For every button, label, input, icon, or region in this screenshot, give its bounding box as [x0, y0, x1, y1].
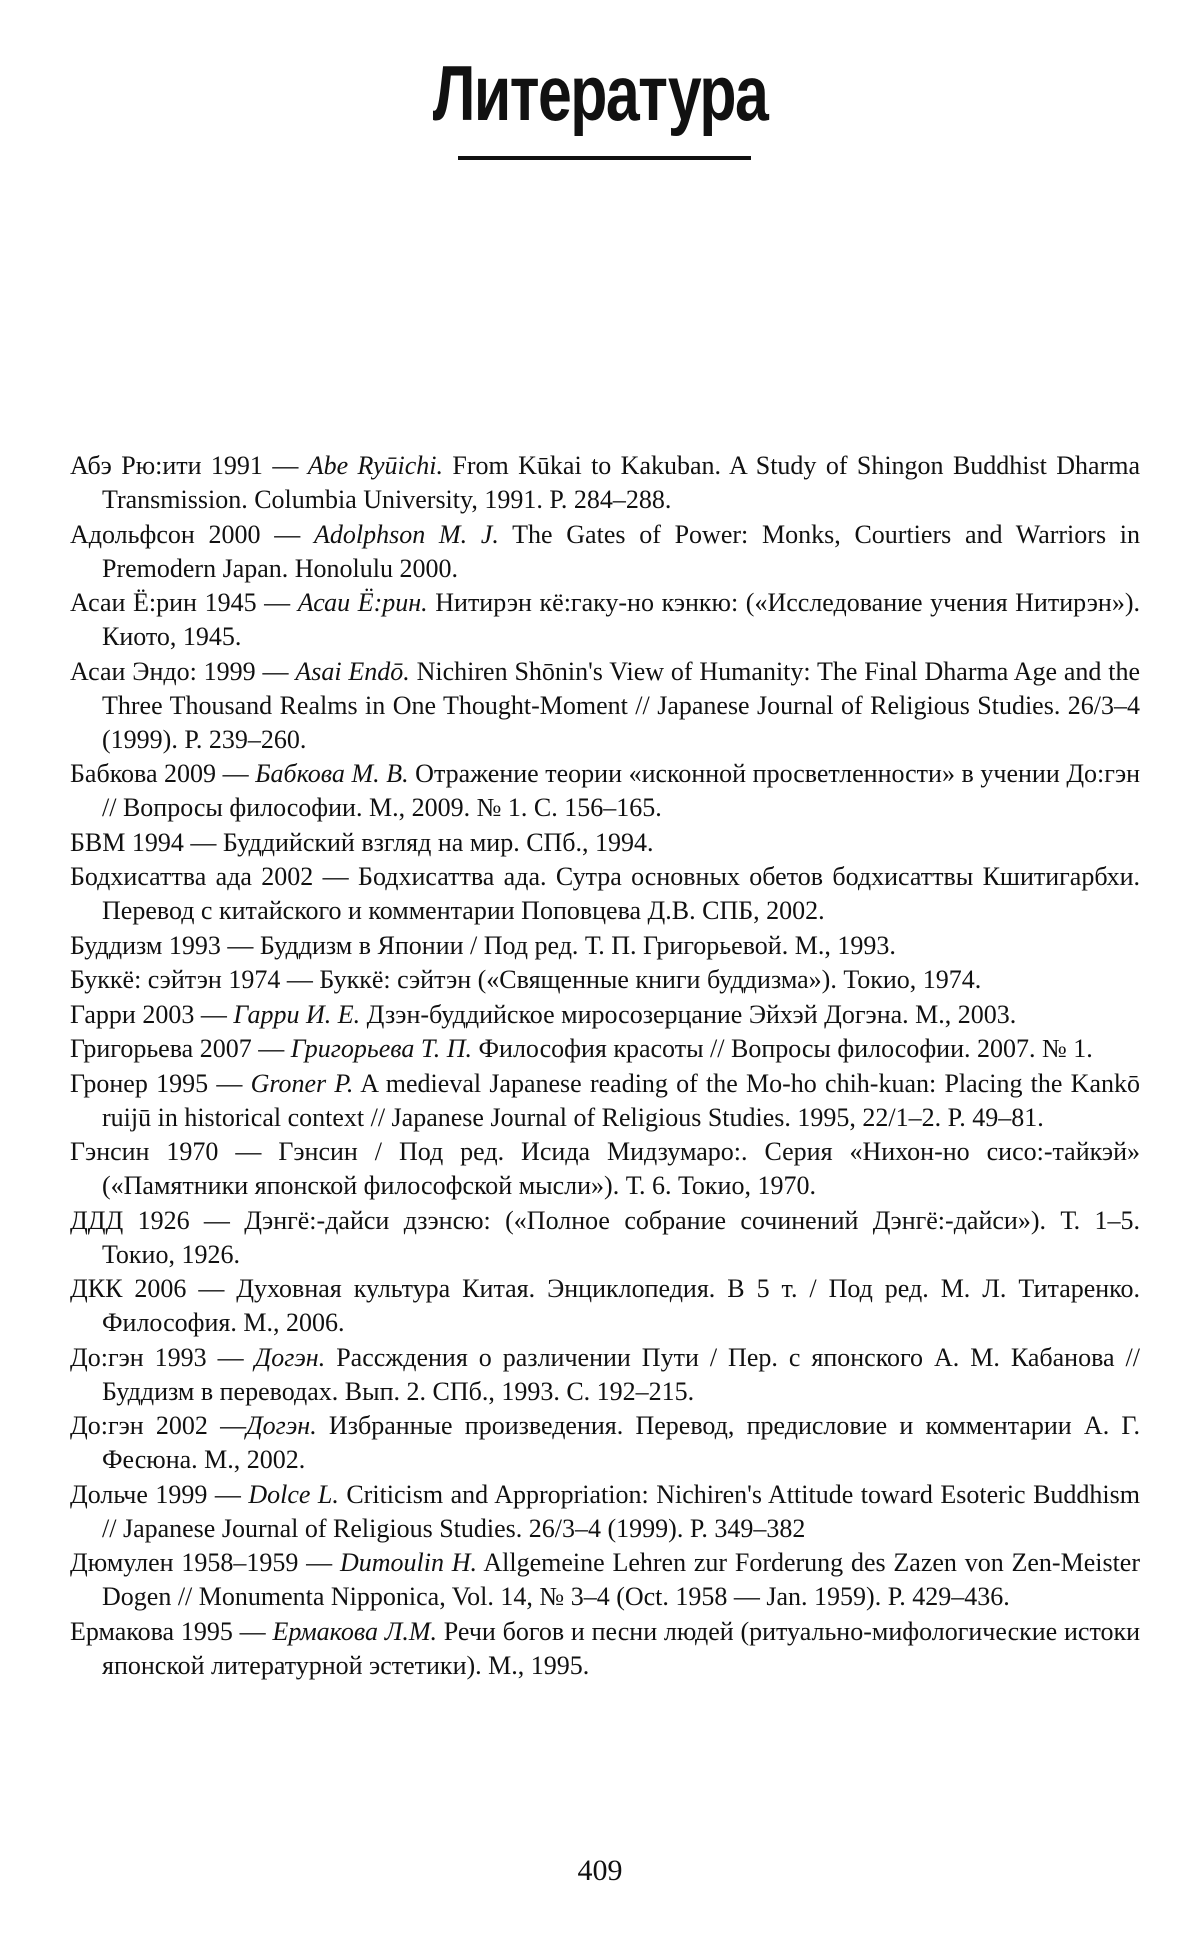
reference-author: Ермакова Л.М.	[272, 1616, 438, 1646]
reference-entry	[70, 1478, 1140, 1546]
reference-text: Речи богов и песни людей (ритуально-мифологические истоки японской литературной эстетики). М., 1995.	[102, 1616, 1141, 1680]
reference-key: Гэнсин 1970 — Гэнсин / Под ред. Исида Мидзумаро:. Серия «Нихон-но сисо:-тайкэй» («Памятники японской философской мысли»). Т. 6. Токио, 1970.	[70, 1137, 1140, 1200]
reference-entry	[70, 826, 1140, 860]
reference-author: Dolce L.	[248, 1479, 339, 1509]
reference-entry	[70, 1615, 1140, 1683]
reference-author: Dumoulin H.	[339, 1548, 478, 1577]
reference-author: Adolphson M. J.	[313, 519, 499, 549]
reference-key: Адольфсон 2000 —	[70, 519, 314, 549]
reference-entry	[70, 1204, 1140, 1272]
reference-entry	[70, 860, 1140, 928]
reference-entry	[70, 1546, 1140, 1614]
reference-author: Догэн.	[246, 1411, 317, 1440]
reference-entry	[70, 963, 1140, 997]
reference-key: Гронер 1995 —	[70, 1068, 251, 1098]
reference-key: ДДД 1926 — Дэнгё:-дайси дзэнсю: («Полное собрание сочинений Дэнгё:-дайси»). Т. 1–5. Токио, 1926.	[70, 1205, 1140, 1269]
reference-text: Nichiren Shōnin's View of Humanity: The Final Dharma Age and the Three Thousand Realms in One Thought-Moment // Japanese Journal of Religious Studies. 26/3–4 (1999). P. 239–260.	[102, 656, 1140, 754]
reference-author: Догэн.	[254, 1342, 326, 1372]
reference-entry	[70, 655, 1140, 757]
reference-key: Григорьева 2007 —	[70, 1034, 291, 1063]
reference-author: Асаи Ё:рин.	[297, 588, 428, 617]
reference-entry	[70, 998, 1140, 1032]
reference-entry	[70, 1272, 1140, 1340]
reference-key: Абэ Рю:ити 1991 —	[70, 451, 308, 480]
reference-author: Groner P.	[250, 1068, 354, 1098]
reference-key: БВМ 1994 — Буддийский взгляд на мир. СПб., 1994.	[70, 827, 654, 857]
reference-key: Дюмулен 1958–1959 —	[70, 1548, 340, 1577]
reference-text: Allgemeine Lehren zur Forderung des Zazen von Zen-Meister Dogen // Monumenta Nipponica, Vol. 14, № 3–4 (Oct. 1958 — Jan. 1959). P. 429–436.	[102, 1548, 1141, 1611]
reference-key: Гарри 2003 —	[70, 999, 234, 1029]
reference-author: Бабкова М. В.	[255, 759, 409, 788]
reference-list	[70, 449, 1140, 1683]
page-title: Литература	[432, 49, 768, 137]
page-number: 409	[577, 1854, 623, 1887]
reference-entry	[70, 449, 1140, 517]
reference-entry	[70, 929, 1140, 963]
reference-key: До:гэн 2002 —	[70, 1411, 247, 1440]
reference-key: Буддизм 1993 — Буддизм в Японии / Под ред. Т. П. Григорьевой. М., 1993.	[70, 930, 896, 960]
reference-text: Нитирэн кё:гаку-но кэнкю: («Исследование учения Нитирэн»). Киото, 1945.	[102, 588, 1140, 651]
reference-key: Асаи Эндо: 1999 —	[70, 656, 296, 686]
reference-entry	[70, 1032, 1140, 1066]
reference-key: Дольче 1999 —	[70, 1479, 249, 1509]
reference-key: Буккё: сэйтэн 1974 — Буккё: сэйтэн («Священные книги буддизма»). Токио, 1974.	[70, 965, 982, 994]
reference-entry	[70, 1067, 1140, 1135]
reference-text: A medieval Japanese reading of the Mo-ho chih-kuan: Placing the Kankō ruijū in historical context // Japanese Journal of Religious Studies. 1995, 22/1–2. P. 49–81.	[102, 1068, 1140, 1132]
reference-key: Бабкова 2009 —	[70, 759, 256, 788]
reference-author: Гарри И. Е.	[233, 999, 361, 1029]
reference-text: Рассждения о различении Пути / Пер. с японского А. М. Кабанова // Буддизм в переводах. Вып. 2. СПб., 1993. С. 192–215.	[102, 1342, 1141, 1406]
reference-key: До:гэн 1993 —	[70, 1342, 255, 1372]
reference-text: Философия красоты // Вопросы философии. 2007. № 1.	[472, 1034, 1093, 1063]
reference-key: ДКК 2006 — Духовная культура Китая. Энциклопедия. В 5 т. / Под ред. М. Л. Титаренко. Философия. М., 2006.	[70, 1274, 1140, 1337]
reference-text: From Kūkai to Kakuban. A Study of Shingon Buddhist Dharma Transmission. Columbia University, 1991. P. 284–288.	[102, 451, 1140, 514]
reference-entry	[70, 757, 1140, 825]
reference-author: Abe Ryūichi.	[307, 451, 443, 480]
reference-entry	[70, 1135, 1140, 1203]
reference-entry	[70, 1341, 1140, 1409]
reference-text: The Gates of Power: Monks, Courtiers and Warriors in Premodern Japan. Honolulu 2000.	[102, 519, 1141, 583]
reference-author: Григорьева Т. П.	[290, 1034, 472, 1063]
title-underline	[458, 156, 751, 160]
reference-text: Criticism and Appropriation: Nichiren's Attitude toward Esoteric Buddhism // Japanese Journal of Religious Studies. 26/3–4 (1999). P. 349–382	[102, 1479, 1140, 1543]
reference-text: Избранные произведения. Перевод, предисловие и комментарии А. Г. Фесюна. М., 2002.	[102, 1411, 1141, 1474]
reference-text: Дзэн-буддийское миросозерцание Эйхэй Догэна. М., 2003.	[360, 999, 1017, 1029]
reference-text: Отражение теории «исконной просветленности» в учении До:гэн // Вопросы философии. М., 2009. № 1. С. 156–165.	[102, 759, 1141, 822]
reference-key: Асаи Ё:рин 1945 —	[70, 588, 298, 617]
reference-entry	[70, 586, 1140, 654]
reference-key: Бодхисаттва ада 2002 — Бодхисаттва ада. Сутра основных обетов бодхисаттвы Кшитигарбхи. Перевод с китайского и комментарии Поповцева Д.В. СПБ, 2002.	[70, 862, 1140, 925]
reference-entry	[70, 1409, 1140, 1477]
reference-author: Asai Endō.	[295, 656, 410, 686]
reference-entry	[70, 518, 1140, 586]
reference-key: Ермакова 1995 —	[70, 1616, 273, 1646]
